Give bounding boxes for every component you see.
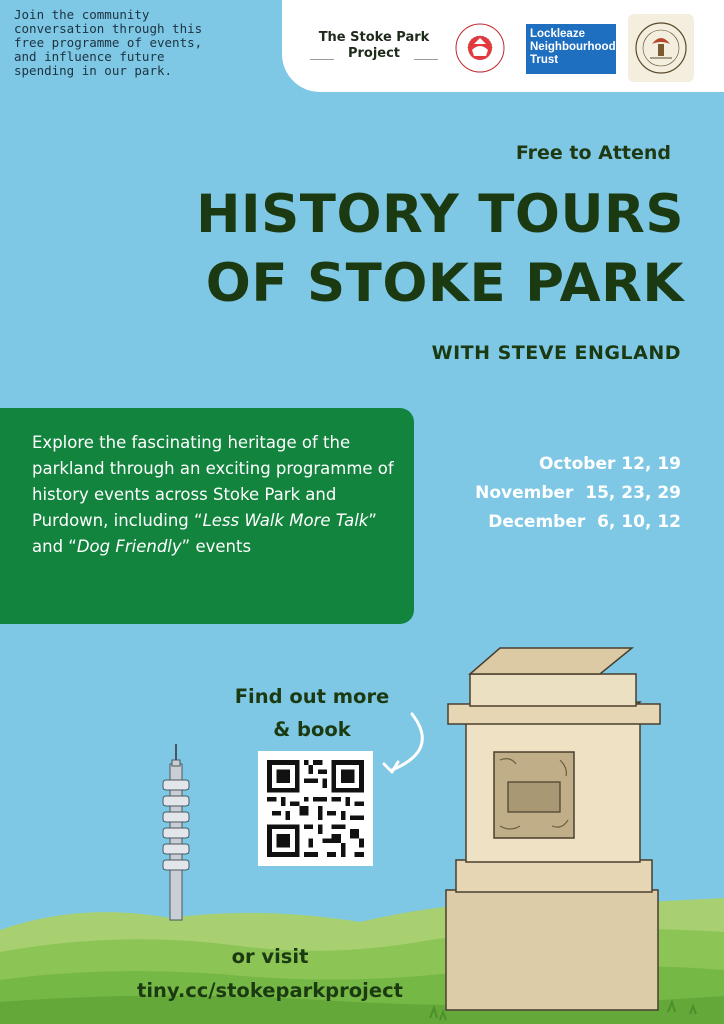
- description-part1: Explore the fascinating heritage of the parkland through an exciting programme of history events across Stoke Park and Purdown, including “: [32, 433, 394, 530]
- description-em-less-walk: Less Walk More Talk: [202, 511, 369, 530]
- description-part2: ” and “: [32, 511, 377, 556]
- community-seal-logo: [628, 14, 694, 82]
- lockleaze-neighbourhood-trust-logo: [526, 24, 616, 74]
- page-title: [196, 180, 684, 318]
- monument-icon: [446, 648, 660, 1010]
- description-part3: ” events: [181, 537, 252, 556]
- qr-code[interactable]: [258, 751, 373, 866]
- find-out-line1: Find out more: [234, 685, 390, 708]
- description-text: [32, 430, 402, 560]
- bt-tower-icon: [163, 744, 189, 920]
- booking-url-link[interactable]: tiny.cc/stokeparkproject: [137, 979, 403, 1002]
- date-december: December 6, 10, 12: [488, 512, 681, 532]
- intro-text: Join the community conversation through this free programme of events, and influence future spending in our park.: [14, 7, 203, 78]
- date-november: November 15, 23, 29: [475, 483, 681, 503]
- lockleaze-logo-line3: Trust: [530, 54, 559, 66]
- or-visit-label: or visit: [231, 945, 309, 968]
- stoke-park-logo-line1: The Stoke Park: [318, 30, 430, 45]
- partner-logo-bar: [282, 0, 724, 92]
- logo-rule-left: [310, 59, 334, 60]
- find-out-more-label: [222, 680, 402, 746]
- visit-url-block: [120, 940, 420, 1008]
- lockleaze-logo-line2: Neighbourhood: [530, 41, 616, 53]
- logo-rule-right: [414, 59, 438, 60]
- subtitle-guide: WITH STEVE ENGLAND: [431, 342, 681, 364]
- title-line-2: OF STOKE PARK: [205, 253, 684, 314]
- event-dates: [475, 450, 681, 537]
- description-em-dog-friendly: Dog Friendly: [76, 537, 182, 556]
- free-to-attend-label: Free to Attend: [515, 142, 671, 164]
- stoke-park-project-logo: [308, 30, 440, 62]
- title-line-1: HISTORY TOURS: [196, 184, 684, 245]
- find-out-line2: & book: [273, 718, 351, 741]
- date-october: October 12, 19: [538, 454, 681, 474]
- bristol-city-council-logo: [454, 22, 506, 74]
- description-box: [0, 408, 414, 624]
- lockleaze-logo-line1: Lockleaze: [530, 28, 585, 40]
- stoke-park-logo-line2: Project: [347, 46, 401, 61]
